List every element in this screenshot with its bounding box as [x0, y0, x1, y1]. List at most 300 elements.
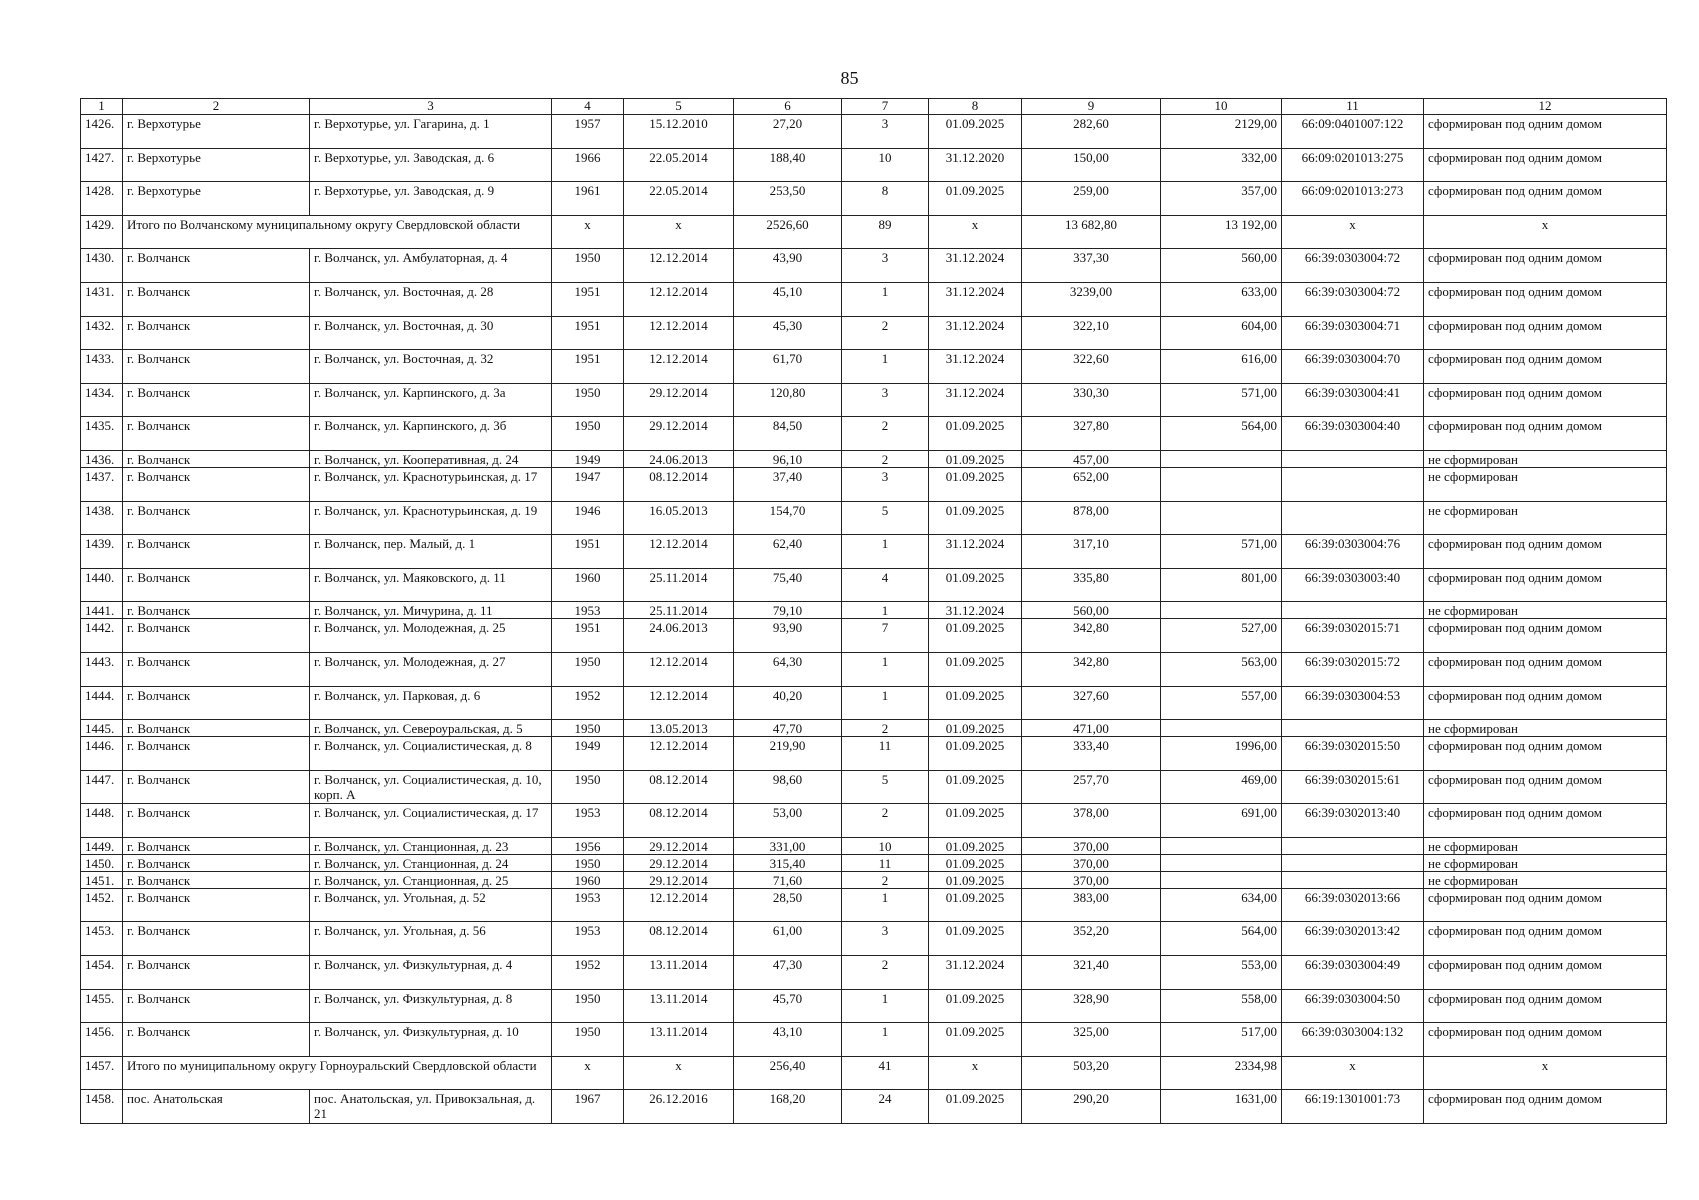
area-cell: 75,40 — [734, 568, 842, 602]
year-cell: 1953 — [552, 922, 624, 956]
locality-cell: г. Волчанск — [123, 383, 310, 417]
status-cell: сформирован под одним домом — [1424, 417, 1667, 451]
row-number-cell: 1439. — [81, 535, 123, 569]
cadastral-number-cell: 66:39:0303004:50 — [1282, 989, 1424, 1023]
area-cell: 84,50 — [734, 417, 842, 451]
status-cell: сформирован под одним домом — [1424, 770, 1667, 804]
status-cell: не сформирован — [1424, 871, 1667, 888]
area-cell: 331,00 — [734, 837, 842, 854]
land-area-cell: 571,00 — [1161, 383, 1282, 417]
residents-cell: 7 — [842, 619, 929, 653]
locality-cell: г. Волчанск — [123, 501, 310, 535]
value-cell: 325,00 — [1022, 1023, 1161, 1057]
row-number-cell: 1455. — [81, 989, 123, 1023]
year-cell: 1951 — [552, 535, 624, 569]
row-number-cell: 1434. — [81, 383, 123, 417]
year-cell: 1961 — [552, 182, 624, 216]
status-cell: не сформирован — [1424, 602, 1667, 619]
cadastral-number-cell: 66:39:0303004:70 — [1282, 350, 1424, 384]
value-cell: 337,30 — [1022, 249, 1161, 283]
status-cell: сформирован под одним домом — [1424, 956, 1667, 990]
value-cell: 259,00 — [1022, 182, 1161, 216]
locality-cell: г. Волчанск — [123, 602, 310, 619]
address-cell: г. Волчанск, ул. Социалистическая, д. 10, корп. А — [310, 770, 552, 804]
plan-date-cell: 31.12.2024 — [929, 956, 1022, 990]
address-cell: г. Верхотурье, ул. Заводская, д. 6 — [310, 148, 552, 182]
year-cell: 1950 — [552, 249, 624, 283]
row-number-cell: 1428. — [81, 182, 123, 216]
area-cell: 79,10 — [734, 602, 842, 619]
address-cell: г. Волчанск, ул. Парковая, д. 6 — [310, 686, 552, 720]
year-cell: 1946 — [552, 501, 624, 535]
area-cell: 71,60 — [734, 871, 842, 888]
land-area-cell — [1161, 467, 1282, 501]
residents-cell: 3 — [842, 249, 929, 283]
table-row — [81, 888, 1667, 922]
residents-cell: 1 — [842, 888, 929, 922]
locality-cell: г. Волчанск — [123, 450, 310, 467]
date-cell: 29.12.2014 — [624, 417, 734, 451]
status-cell: сформирован под одним домом — [1424, 652, 1667, 686]
cadastral-number-cell: 66:39:0303004:76 — [1282, 535, 1424, 569]
status-cell: сформирован под одним домом — [1424, 989, 1667, 1023]
cadastral-number-cell: 66:09:0401007:122 — [1282, 115, 1424, 149]
value-cell: 327,60 — [1022, 686, 1161, 720]
address-cell: г. Волчанск, ул. Мичурина, д. 11 — [310, 602, 552, 619]
column-header: 12 — [1424, 99, 1667, 115]
row-number-cell: 1450. — [81, 854, 123, 871]
value-cell: 321,40 — [1022, 956, 1161, 990]
area-cell: 45,30 — [734, 316, 842, 350]
date-cell: 12.12.2014 — [624, 282, 734, 316]
table-row — [81, 602, 1667, 619]
row-number-cell: 1437. — [81, 467, 123, 501]
plan-date-cell: 31.12.2024 — [929, 316, 1022, 350]
row-number-cell: 1441. — [81, 602, 123, 619]
column-number-row — [81, 99, 1667, 115]
table-row — [81, 115, 1667, 149]
locality-cell: г. Волчанск — [123, 619, 310, 653]
row-number-cell: 1427. — [81, 148, 123, 182]
address-cell: г. Волчанск, ул. Восточная, д. 32 — [310, 350, 552, 384]
table-row — [81, 922, 1667, 956]
residents-cell: 4 — [842, 568, 929, 602]
land-area-cell — [1161, 602, 1282, 619]
cadastral-number-cell: 66:39:0303004:53 — [1282, 686, 1424, 720]
locality-cell: г. Волчанск — [123, 350, 310, 384]
residents-cell: 2 — [842, 417, 929, 451]
value-cell: 3239,00 — [1022, 282, 1161, 316]
cadastral-number-cell: 66:39:0303004:72 — [1282, 282, 1424, 316]
address-cell: г. Волчанск, ул. Молодежная, д. 25 — [310, 619, 552, 653]
residents-cell: 1 — [842, 1023, 929, 1057]
value-cell: 335,80 — [1022, 568, 1161, 602]
land-area-cell: 801,00 — [1161, 568, 1282, 602]
cadastral-number-cell — [1282, 450, 1424, 467]
residents-cell: 3 — [842, 115, 929, 149]
area-cell: 219,90 — [734, 737, 842, 771]
address-cell: г. Волчанск, ул. Кооперативная, д. 24 — [310, 450, 552, 467]
land-area-cell: 564,00 — [1161, 417, 1282, 451]
date-cell: 12.12.2014 — [624, 535, 734, 569]
year-cell: 1950 — [552, 989, 624, 1023]
date-cell: 08.12.2014 — [624, 804, 734, 838]
column-header: 1 — [81, 99, 123, 115]
row-number-cell: 1430. — [81, 249, 123, 283]
year-cell: 1949 — [552, 450, 624, 467]
date-cell: 25.11.2014 — [624, 602, 734, 619]
value-cell: 342,80 — [1022, 619, 1161, 653]
locality-cell: г. Волчанск — [123, 249, 310, 283]
status-cell: сформирован под одним домом — [1424, 316, 1667, 350]
date-cell: 08.12.2014 — [624, 770, 734, 804]
address-cell: г. Волчанск, ул. Угольная, д. 52 — [310, 888, 552, 922]
status-cell: сформирован под одним домом — [1424, 182, 1667, 216]
locality-cell: г. Волчанск — [123, 316, 310, 350]
value-cell: 370,00 — [1022, 837, 1161, 854]
land-area-cell: 563,00 — [1161, 652, 1282, 686]
cadastral-number-cell: 66:09:0201013:273 — [1282, 182, 1424, 216]
plan-date-cell: 01.09.2025 — [929, 467, 1022, 501]
total-row — [81, 1056, 1667, 1090]
year-cell: 1950 — [552, 417, 624, 451]
land-area-cell: 527,00 — [1161, 619, 1282, 653]
plan-date-cell: 31.12.2024 — [929, 282, 1022, 316]
value-cell: 342,80 — [1022, 652, 1161, 686]
date-cell: 12.12.2014 — [624, 249, 734, 283]
locality-cell: г. Волчанск — [123, 467, 310, 501]
value-cell: 282,60 — [1022, 115, 1161, 149]
column-header: 5 — [624, 99, 734, 115]
table-row — [81, 619, 1667, 653]
residents-cell: 11 — [842, 854, 929, 871]
row-number-cell: 1452. — [81, 888, 123, 922]
year-cell: 1952 — [552, 956, 624, 990]
plan-date-cell: 01.09.2025 — [929, 854, 1022, 871]
row-number-cell: 1453. — [81, 922, 123, 956]
row-number-cell: 1440. — [81, 568, 123, 602]
cadastral-number-cell: 66:19:1301001:73 — [1282, 1090, 1424, 1124]
value-cell: 378,00 — [1022, 804, 1161, 838]
land-area-cell: 633,00 — [1161, 282, 1282, 316]
date-cell: 08.12.2014 — [624, 467, 734, 501]
address-cell: г. Волчанск, ул. Североуральская, д. 5 — [310, 720, 552, 737]
year-cell: 1950 — [552, 383, 624, 417]
value-cell: 383,00 — [1022, 888, 1161, 922]
year-cell: 1953 — [552, 888, 624, 922]
year-cell: 1951 — [552, 350, 624, 384]
date-cell: 29.12.2014 — [624, 837, 734, 854]
land-area-cell — [1161, 450, 1282, 467]
year-cell: 1950 — [552, 854, 624, 871]
status-cell: сформирован под одним домом — [1424, 148, 1667, 182]
cadastral-number-cell: 66:39:0303004:72 — [1282, 249, 1424, 283]
locality-cell: г. Волчанск — [123, 282, 310, 316]
plan-date-cell: 01.09.2025 — [929, 1023, 1022, 1057]
table-row — [81, 148, 1667, 182]
locality-cell: г. Волчанск — [123, 737, 310, 771]
residents-cell: 1 — [842, 686, 929, 720]
area-cell: 27,20 — [734, 115, 842, 149]
year-cell: 1960 — [552, 568, 624, 602]
locality-cell: г. Волчанск — [123, 922, 310, 956]
row-number-cell: 1456. — [81, 1023, 123, 1057]
plan-date-cell: 01.09.2025 — [929, 1090, 1022, 1124]
value-cell: 560,00 — [1022, 602, 1161, 619]
land-area-cell — [1161, 854, 1282, 871]
residents-cell: 2 — [842, 450, 929, 467]
total-label-cell: Итого по муниципальному округу Горноуральский Свердловской области — [123, 1056, 552, 1090]
table-row — [81, 350, 1667, 384]
area-cell: 120,80 — [734, 383, 842, 417]
date-cell: x — [624, 215, 734, 249]
residents-cell: 2 — [842, 871, 929, 888]
cadastral-number-cell — [1282, 467, 1424, 501]
column-header: 11 — [1282, 99, 1424, 115]
table-row — [81, 854, 1667, 871]
date-cell: 12.12.2014 — [624, 888, 734, 922]
status-cell: сформирован под одним домом — [1424, 383, 1667, 417]
date-cell: 12.12.2014 — [624, 652, 734, 686]
area-cell: 61,70 — [734, 350, 842, 384]
land-area-cell: 2129,00 — [1161, 115, 1282, 149]
plan-date-cell: 01.09.2025 — [929, 115, 1022, 149]
status-cell: сформирован под одним домом — [1424, 1090, 1667, 1124]
residents-cell: 41 — [842, 1056, 929, 1090]
page-number: 85 — [840, 68, 859, 88]
column-header: 2 — [123, 99, 310, 115]
date-cell: 24.06.2013 — [624, 450, 734, 467]
date-cell: 29.12.2014 — [624, 871, 734, 888]
status-cell: сформирован под одним домом — [1424, 282, 1667, 316]
table-row — [81, 720, 1667, 737]
cadastral-number-cell: 66:39:0302015:72 — [1282, 652, 1424, 686]
locality-cell: г. Волчанск — [123, 854, 310, 871]
residents-cell: 3 — [842, 467, 929, 501]
address-cell: г. Волчанск, ул. Станционная, д. 25 — [310, 871, 552, 888]
residents-cell: 1 — [842, 350, 929, 384]
date-cell: 25.11.2014 — [624, 568, 734, 602]
column-header: 9 — [1022, 99, 1161, 115]
cadastral-number-cell: 66:39:0302013:66 — [1282, 888, 1424, 922]
locality-cell: г. Верхотурье — [123, 148, 310, 182]
plan-date-cell: 01.09.2025 — [929, 568, 1022, 602]
address-cell: г. Верхотурье, ул. Заводская, д. 9 — [310, 182, 552, 216]
locality-cell: г. Волчанск — [123, 568, 310, 602]
status-cell: не сформирован — [1424, 467, 1667, 501]
row-number-cell: 1438. — [81, 501, 123, 535]
table-row — [81, 249, 1667, 283]
address-cell: г. Волчанск, ул. Карпинского, д. 3а — [310, 383, 552, 417]
date-cell: 29.12.2014 — [624, 854, 734, 871]
plan-date-cell: 01.09.2025 — [929, 922, 1022, 956]
year-cell: 1957 — [552, 115, 624, 149]
row-number-cell: 1449. — [81, 837, 123, 854]
value-cell: 878,00 — [1022, 501, 1161, 535]
year-cell: 1967 — [552, 1090, 624, 1124]
residents-cell: 2 — [842, 956, 929, 990]
status-cell: сформирован под одним домом — [1424, 249, 1667, 283]
date-cell: 26.12.2016 — [624, 1090, 734, 1124]
cadastral-number-cell — [1282, 854, 1424, 871]
value-cell: 330,30 — [1022, 383, 1161, 417]
value-cell: 290,20 — [1022, 1090, 1161, 1124]
table-row — [81, 1023, 1667, 1057]
date-cell: 29.12.2014 — [624, 383, 734, 417]
cadastral-number-cell: 66:39:0303004:41 — [1282, 383, 1424, 417]
year-cell: 1947 — [552, 467, 624, 501]
residents-cell: 8 — [842, 182, 929, 216]
column-header: 3 — [310, 99, 552, 115]
address-cell: г. Волчанск, ул. Физкультурная, д. 8 — [310, 989, 552, 1023]
value-cell: 457,00 — [1022, 450, 1161, 467]
date-cell: 13.11.2014 — [624, 956, 734, 990]
value-cell: 322,60 — [1022, 350, 1161, 384]
address-cell: г. Волчанск, ул. Социалистическая, д. 17 — [310, 804, 552, 838]
area-cell: 168,20 — [734, 1090, 842, 1124]
row-number-cell: 1447. — [81, 770, 123, 804]
land-area-cell: 553,00 — [1161, 956, 1282, 990]
cadastral-number-cell: 66:39:0302015:50 — [1282, 737, 1424, 771]
table-row — [81, 467, 1667, 501]
table-row — [81, 282, 1667, 316]
residents-cell: 10 — [842, 837, 929, 854]
cadastral-number-cell: 66:39:0302013:40 — [1282, 804, 1424, 838]
status-cell: сформирован под одним домом — [1424, 568, 1667, 602]
address-cell: г. Волчанск, ул. Краснотурьинская, д. 19 — [310, 501, 552, 535]
table-row — [81, 737, 1667, 771]
date-cell: 12.12.2014 — [624, 316, 734, 350]
locality-cell: г. Волчанск — [123, 837, 310, 854]
locality-cell: пос. Анатольская — [123, 1090, 310, 1124]
row-number-cell: 1448. — [81, 804, 123, 838]
plan-date-cell: x — [929, 215, 1022, 249]
plan-date-cell: 31.12.2024 — [929, 350, 1022, 384]
address-cell: г. Волчанск, ул. Социалистическая, д. 8 — [310, 737, 552, 771]
plan-date-cell: 01.09.2025 — [929, 450, 1022, 467]
table-row — [81, 804, 1667, 838]
value-cell: 652,00 — [1022, 467, 1161, 501]
value-cell: 257,70 — [1022, 770, 1161, 804]
land-area-cell: 634,00 — [1161, 888, 1282, 922]
plan-date-cell: 01.09.2025 — [929, 720, 1022, 737]
residents-cell: 10 — [842, 148, 929, 182]
residents-cell: 2 — [842, 804, 929, 838]
address-cell: г. Волчанск, пер. Малый, д. 1 — [310, 535, 552, 569]
address-cell: г. Волчанск, ул. Станционная, д. 23 — [310, 837, 552, 854]
area-cell: 253,50 — [734, 182, 842, 216]
plan-date-cell: 01.09.2025 — [929, 652, 1022, 686]
table-row — [81, 568, 1667, 602]
date-cell: 16.05.2013 — [624, 501, 734, 535]
area-cell: 188,40 — [734, 148, 842, 182]
status-cell: сформирован под одним домом — [1424, 804, 1667, 838]
status-cell: x — [1424, 1056, 1667, 1090]
cadastral-number-cell — [1282, 837, 1424, 854]
row-number-cell: 1446. — [81, 737, 123, 771]
plan-date-cell: 31.12.2024 — [929, 535, 1022, 569]
land-area-cell: 517,00 — [1161, 1023, 1282, 1057]
row-number-cell: 1429. — [81, 215, 123, 249]
address-cell: г. Волчанск, ул. Восточная, д. 28 — [310, 282, 552, 316]
area-cell: 154,70 — [734, 501, 842, 535]
land-area-cell: 558,00 — [1161, 989, 1282, 1023]
area-cell: 98,60 — [734, 770, 842, 804]
year-cell: 1952 — [552, 686, 624, 720]
area-cell: 53,00 — [734, 804, 842, 838]
status-cell: сформирован под одним домом — [1424, 686, 1667, 720]
row-number-cell: 1436. — [81, 450, 123, 467]
row-number-cell: 1426. — [81, 115, 123, 149]
date-cell: 13.11.2014 — [624, 989, 734, 1023]
plan-date-cell: 31.12.2024 — [929, 602, 1022, 619]
locality-cell: г. Волчанск — [123, 888, 310, 922]
residents-cell: 1 — [842, 535, 929, 569]
plan-date-cell: 01.09.2025 — [929, 770, 1022, 804]
land-area-cell: 564,00 — [1161, 922, 1282, 956]
plan-date-cell: 01.09.2025 — [929, 837, 1022, 854]
year-cell: x — [552, 215, 624, 249]
value-cell: 327,80 — [1022, 417, 1161, 451]
locality-cell: г. Волчанск — [123, 535, 310, 569]
year-cell: 1951 — [552, 619, 624, 653]
cadastral-number-cell: 66:39:0303004:40 — [1282, 417, 1424, 451]
land-area-cell: 616,00 — [1161, 350, 1282, 384]
area-cell: 47,30 — [734, 956, 842, 990]
date-cell: 15.12.2010 — [624, 115, 734, 149]
address-cell: г. Волчанск, ул. Краснотурьинская, д. 17 — [310, 467, 552, 501]
year-cell: 1949 — [552, 737, 624, 771]
date-cell: 12.12.2014 — [624, 737, 734, 771]
table-row — [81, 450, 1667, 467]
column-header: 10 — [1161, 99, 1282, 115]
cadastral-number-cell: 66:39:0303004:49 — [1282, 956, 1424, 990]
area-cell: 45,10 — [734, 282, 842, 316]
status-cell: сформирован под одним домом — [1424, 619, 1667, 653]
address-cell: г. Волчанск, ул. Физкультурная, д. 4 — [310, 956, 552, 990]
date-cell: 12.12.2014 — [624, 686, 734, 720]
land-area-cell: 691,00 — [1161, 804, 1282, 838]
locality-cell: г. Верхотурье — [123, 182, 310, 216]
table-row — [81, 871, 1667, 888]
locality-cell: г. Волчанск — [123, 804, 310, 838]
land-area-cell: 13 192,00 — [1161, 215, 1282, 249]
row-number-cell: 1431. — [81, 282, 123, 316]
land-area-cell: 560,00 — [1161, 249, 1282, 283]
locality-cell: г. Волчанск — [123, 417, 310, 451]
cadastral-number-cell — [1282, 602, 1424, 619]
year-cell: 1960 — [552, 871, 624, 888]
total-label-cell: Итого по Волчанскому муниципальному округу Свердловской области — [123, 215, 552, 249]
value-cell: 352,20 — [1022, 922, 1161, 956]
address-cell: г. Волчанск, ул. Молодежная, д. 27 — [310, 652, 552, 686]
status-cell: сформирован под одним домом — [1424, 737, 1667, 771]
status-cell: не сформирован — [1424, 854, 1667, 871]
row-number-cell: 1432. — [81, 316, 123, 350]
status-cell: не сформирован — [1424, 837, 1667, 854]
total-row — [81, 215, 1667, 249]
area-cell: 96,10 — [734, 450, 842, 467]
area-cell: 315,40 — [734, 854, 842, 871]
status-cell: не сформирован — [1424, 720, 1667, 737]
area-cell: 64,30 — [734, 652, 842, 686]
year-cell: 1950 — [552, 720, 624, 737]
address-cell: г. Волчанск, ул. Амбулаторная, д. 4 — [310, 249, 552, 283]
land-area-cell: 2334,98 — [1161, 1056, 1282, 1090]
area-cell: 62,40 — [734, 535, 842, 569]
table-row — [81, 417, 1667, 451]
value-cell: 471,00 — [1022, 720, 1161, 737]
